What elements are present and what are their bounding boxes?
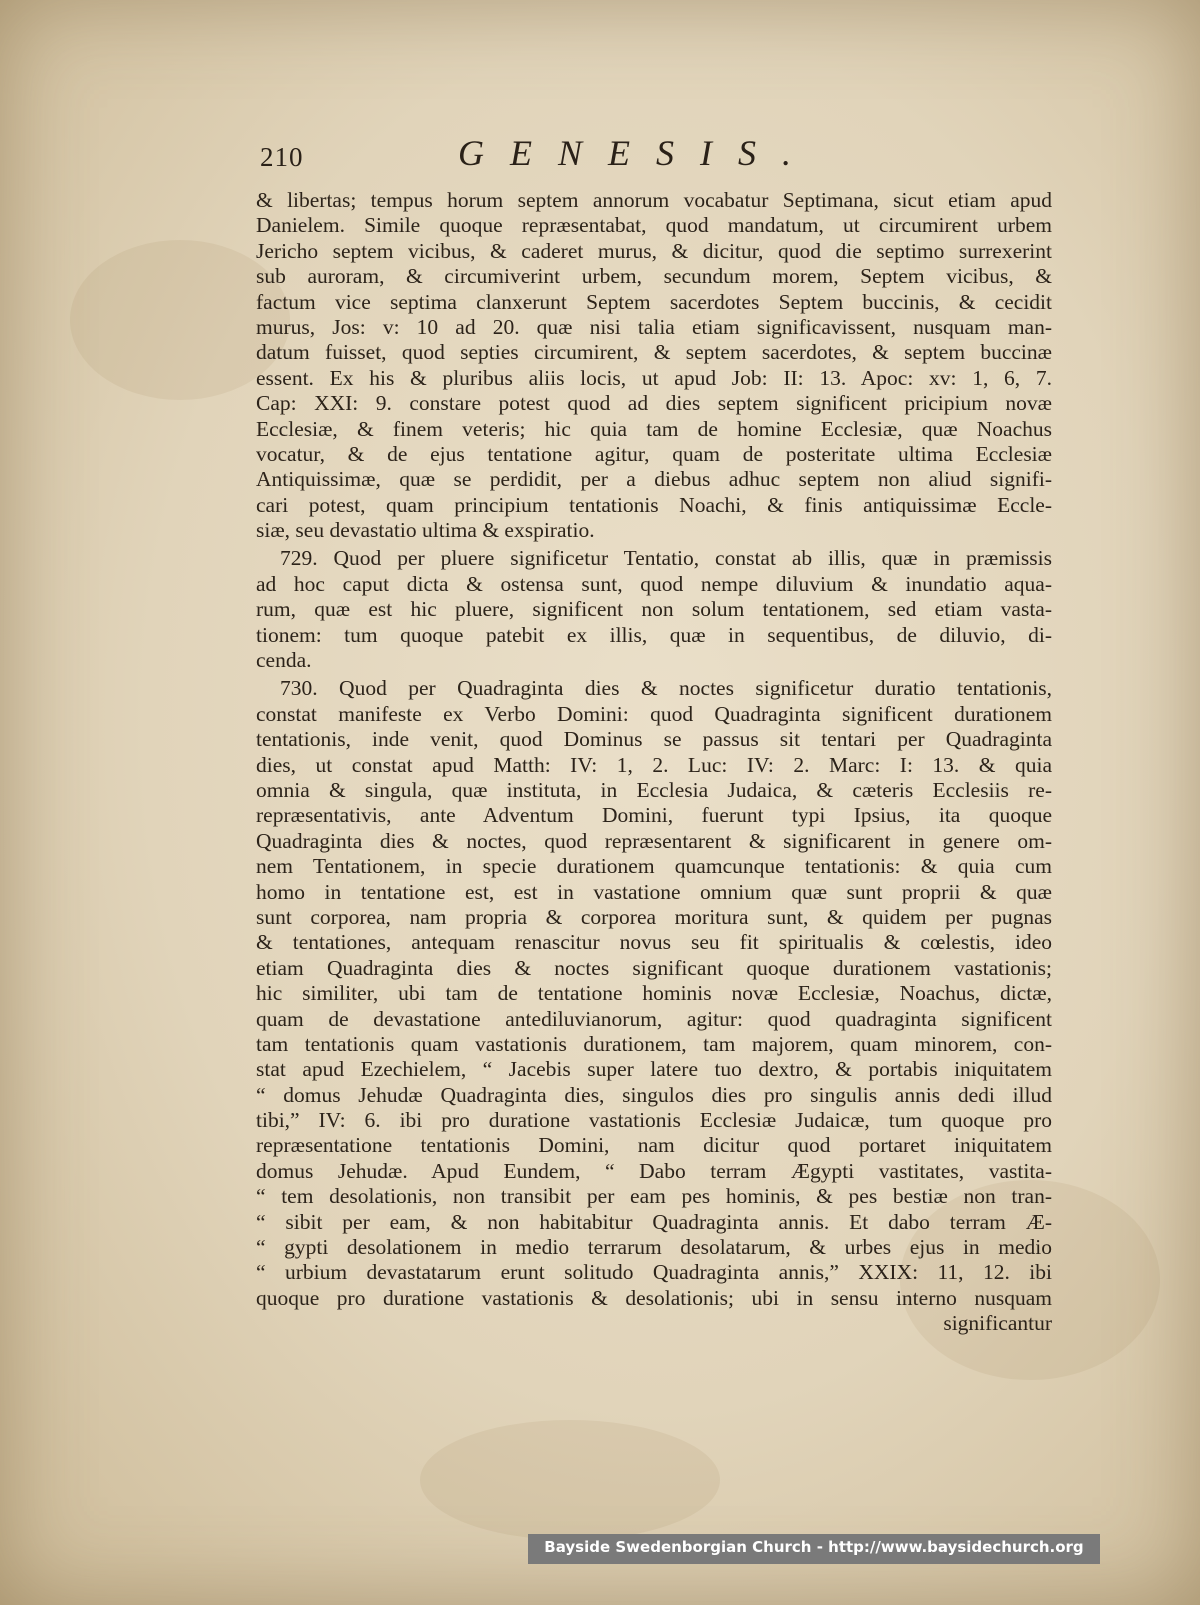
catchword: significantur — [943, 1311, 1052, 1336]
text-line: sub auroram, & circumiverint urbem, secundum morem, Septem vicibus, & — [256, 264, 1052, 289]
footer — [0, 1534, 1200, 1572]
running-title: GENESIS. — [458, 133, 817, 173]
text-line: domus Jehudæ. Apud Eundem, “ Dabo terram Ægypti vastitates, vastita- — [256, 1158, 1052, 1183]
text-line: hic similiter, ubi tam de tentatione hominis novæ Ecclesiæ, Noachus, dictæ, — [256, 981, 1052, 1006]
text-line: datum fuisset, quod septies circumirent, & septem sacerdotes, & septem buccinæ — [256, 340, 1052, 365]
catchword-line — [256, 1311, 1052, 1336]
text-line: “ urbium devastatarum erunt solitudo Quadraginta annis,” XXIX: 11, 12. ibi — [256, 1260, 1052, 1285]
text-line: nem Tentationem, in specie durationem quamcunque tentationis: & quia cum — [256, 854, 1052, 879]
text-line: “ gypti desolationem in medio terrarum desolatarum, & urbes ejus in medio — [256, 1235, 1052, 1260]
text-line: omnia & singula, quæ instituta, in Ecclesia Judaica, & cæteris Ecclesiis re- — [256, 777, 1052, 802]
text-line: factum vice septima clanxerunt Septem sacerdotes Septem buccinis, & cecidit — [256, 289, 1052, 314]
text-line: “ domus Jehudæ Quadraginta dies, singulos dies pro singulis annis dedi illud — [256, 1082, 1052, 1107]
body-text — [256, 188, 1052, 1337]
text-line: repræsentativis, ante Adventum Domini, fuerunt typi Ipsius, ita quoque — [256, 803, 1052, 828]
text-line: essent. Ex his & pluribus aliis locis, ut apud Job: II: 13. Apoc: xv: 1, 6, 7. — [256, 365, 1052, 390]
text-line: repræsentatione tentationis Domini, nam dicitur quod portaret iniquitatem — [256, 1133, 1052, 1158]
text-line: Antiquissimæ, quæ se perdidit, per a diebus adhuc septem non aliud signifi- — [256, 467, 1052, 492]
text-line: quam de devastatione antediluvianorum, agitur: quod quadraginta significent — [256, 1006, 1052, 1031]
page-header — [260, 132, 1060, 182]
text-line: ad hoc caput dicta & ostensa sunt, quod nempe diluvium & inundatio aqua- — [256, 571, 1052, 596]
text-line: etiam Quadraginta dies & noctes significant quoque durationem vastationis; — [256, 955, 1052, 980]
paper-stain — [420, 1420, 720, 1540]
text-line: Cap: XXI: 9. constare potest quod ad dies septem significent pricipium novæ — [256, 391, 1052, 416]
text-line: tentationis, inde venit, quod Dominus se passus sit tentari per Quadraginta — [256, 727, 1052, 752]
text-line: vocatur, & de ejus tentatione agitur, quam de posteritate ultima Ecclesiæ — [256, 441, 1052, 466]
text-line: siæ, seu devastatio ultima & exspiratio. — [256, 518, 595, 543]
text-line: tibi,” IV: 6. ibi pro duratione vastationis Ecclesiæ Judaicæ, tum quoque pro — [256, 1108, 1052, 1133]
paragraph-730-start: 730. Quod per Quadraginta dies & noctes significetur duratio tentationis, — [280, 676, 1052, 701]
text-line: tionem: tum quoque patebit ex illis, quæ in sequentibus, de diluvio, di- — [256, 622, 1052, 647]
text-line: murus, Jos: v: 10 ad 20. quæ nisi talia etiam significavissent, nusquam man- — [256, 314, 1052, 339]
text-line: cenda. — [256, 648, 312, 673]
text-line: “ sibit per eam, & non habitabitur Quadraginta annis. Et dabo terram Æ- — [256, 1209, 1052, 1234]
text-line: rum, quæ est hic pluere, significent non solum tentationem, sed etiam vasta- — [256, 597, 1052, 622]
text-line: sunt corporea, nam propria & corporea moritura sunt, & quidem per pugnas — [256, 904, 1052, 929]
text-line: quoque pro duratione vastationis & desolationis; ubi in sensu interno nusquam — [256, 1285, 1052, 1310]
text-line: & tentationes, antequam renascitur novus seu fit spiritualis & cœlestis, ideo — [256, 930, 1052, 955]
text-line: Jericho septem vicibus, & caderet murus, & dicitur, quod die septimo surrexerint — [256, 238, 1052, 263]
text-line: stat apud Ezechielem, “ Jacebis super latere tuo dextro, & portabis iniquitatem — [256, 1057, 1052, 1082]
paragraph-729-start: 729. Quod per pluere significetur Tentatio, constat ab illis, quæ in præmissis — [280, 546, 1052, 571]
text-line: Ecclesiæ, & finem veteris; hic quia tam de homine Ecclesiæ, quæ Noachus — [256, 416, 1052, 441]
text-line: constat manifeste ex Verbo Domini: quod Quadraginta significent durationem — [256, 701, 1052, 726]
text-line: tam tentationis quam vastationis durationem, tam majorem, quam minorem, con- — [256, 1031, 1052, 1056]
watermark-text: Bayside Swedenborgian Church - http://www.baysidechurch.org — [544, 1538, 1084, 1556]
text-line: cari potest, quam principium tentationis Noachi, & finis antiquissimæ Eccle- — [256, 492, 1052, 517]
page-number: 210 — [260, 142, 304, 172]
text-line: “ tem desolationis, non transibit per eam pes hominis, & pes bestiæ non tran- — [256, 1184, 1052, 1209]
text-line: Quadraginta dies & noctes, quod repræsentarent & significarent in genere om- — [256, 828, 1052, 853]
text-line: homo in tentatione est, est in vastatione omnium quæ sunt proprii & quæ — [256, 879, 1052, 904]
text-line: Danielem. Simile quoque repræsentabat, quod mandatum, ut circumirent urbem — [256, 213, 1052, 238]
text-line: & libertas; tempus horum septem annorum vocabatur Septimana, sicut etiam apud — [256, 188, 1052, 212]
text-line: dies, ut constat apud Matth: IV: 1, 2. Luc: IV: 2. Marc: I: 13. & quia — [256, 752, 1052, 777]
